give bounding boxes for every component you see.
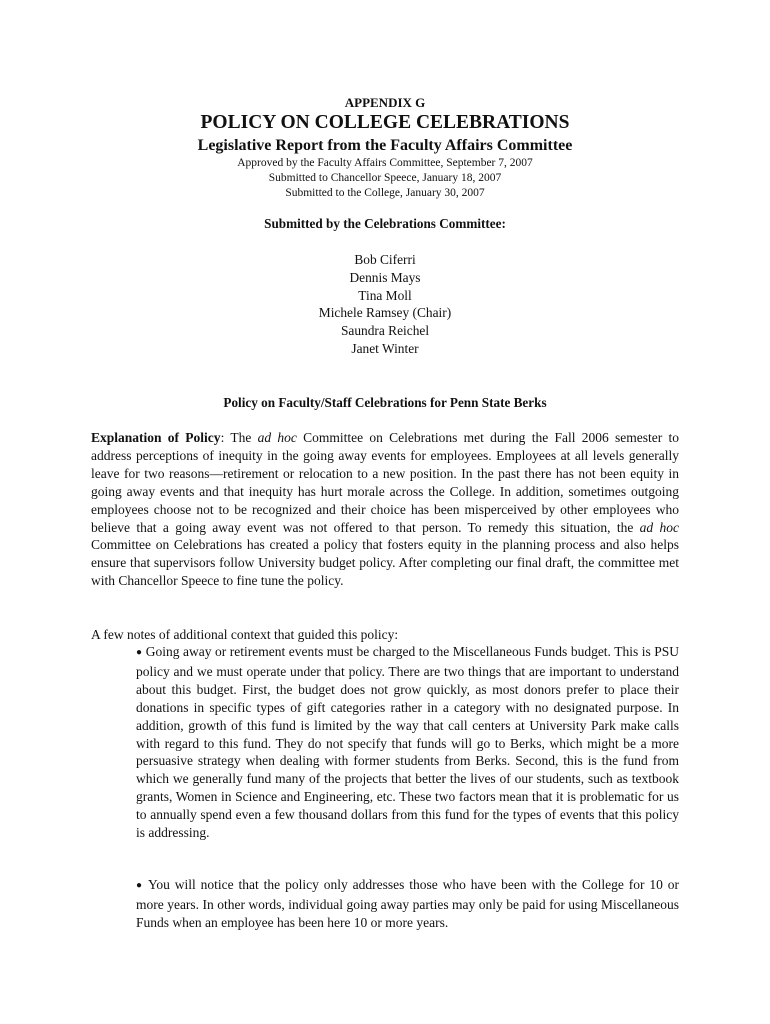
explanation-text: Committee on Celebrations has created a policy that fosters equity in the planning process and also helps ensure that supervisors follow University budget policy. After completing our final draft, the committee met with Chancellor Speece to fine tune the policy.: [91, 537, 679, 589]
explanation-text: : The: [220, 430, 258, 445]
explanation-paragraph: [91, 429, 679, 590]
ad-hoc-term: ad hoc: [639, 519, 679, 535]
explanation-label: Explanation of Policy: [91, 430, 221, 445]
committee-member: Saundra Reichel: [340, 323, 430, 339]
note-bullet: [136, 643, 679, 842]
note-bullet: [136, 876, 679, 932]
committee-member: Michele Ramsey (Chair): [318, 305, 452, 321]
committee-member-list: [0, 251, 770, 358]
date-line: Submitted to Chancellor Speece, January 18, 2007: [268, 172, 502, 184]
approval-dates: [0, 156, 770, 201]
appendix-label: APPENDIX G: [344, 95, 426, 110]
committee-member: Bob Ciferri: [354, 252, 416, 267]
document-title: POLICY ON COLLEGE CELEBRATIONS: [200, 112, 570, 133]
explanation-text: Committee on Celebrations met during the Fall 2006 semester to address perceptions of inequity in the going away events for employees. Employees at all levels generally leave for two reasons—retirement or relocation to a new position. In the past there has not been equity in going away events and that inequity has hurt morale across the College. In addition, sometimes outgoing employees choose not to be recognized and their choice has been misperceived by other employees who believe that a going away event was not offered to that person. To remedy this situation, the: [91, 430, 680, 535]
date-line: Approved by the Faculty Affairs Committee, September 7, 2007: [237, 157, 533, 169]
policy-heading: Policy on Faculty/Staff Celebrations for Penn State Berks: [223, 395, 547, 410]
committee-heading: Submitted by the Celebrations Committee:: [264, 216, 506, 231]
committee-member: Janet Winter: [351, 340, 419, 356]
ad-hoc-term: ad hoc: [257, 430, 297, 445]
document-subtitle: Legislative Report from the Faculty Affairs Committee: [197, 137, 573, 154]
note-text: You will notice that the policy only addresses those who have been with the College for 10 or more years. In other words, individual going away parties may only be paid for using Miscellaneous Funds when an employee has been here 10 or more years.: [136, 877, 680, 930]
committee-member: Tina Moll: [358, 287, 412, 303]
note-text: Going away or retirement events must be charged to the Miscellaneous Funds budget. This is PSU policy and we must operate under that policy. There are two things that are important to understand about this budget. First, the budget does not grow quickly, as most donors prefer to place their donations in specific types of gift categories rather in a category with no designated purpose. In addition, growth of this fund is limited by the way that call centers at University Park make calls with regard to this fund. They do not specify that funds will go to Berks, which might be a more persuasive strategy when dealing with former students from Berks. Second, this is the fund from which we generally fund many of the projects that better the lives of our students, such as textbook grants, Women in Science and Engineering, etc. These two factors mean that it is problematic for us to annually spend even a few thousand dollars from this fund for the types of events that this policy is addressing.: [136, 644, 680, 841]
bullet-icon: ●: [136, 647, 143, 658]
bullet-icon: ●: [136, 880, 144, 891]
committee-member: Dennis Mays: [349, 269, 421, 285]
notes-intro: A few notes of additional context that guided this policy:: [91, 627, 399, 642]
date-line: Submitted to the College, January 30, 2007: [285, 187, 485, 199]
